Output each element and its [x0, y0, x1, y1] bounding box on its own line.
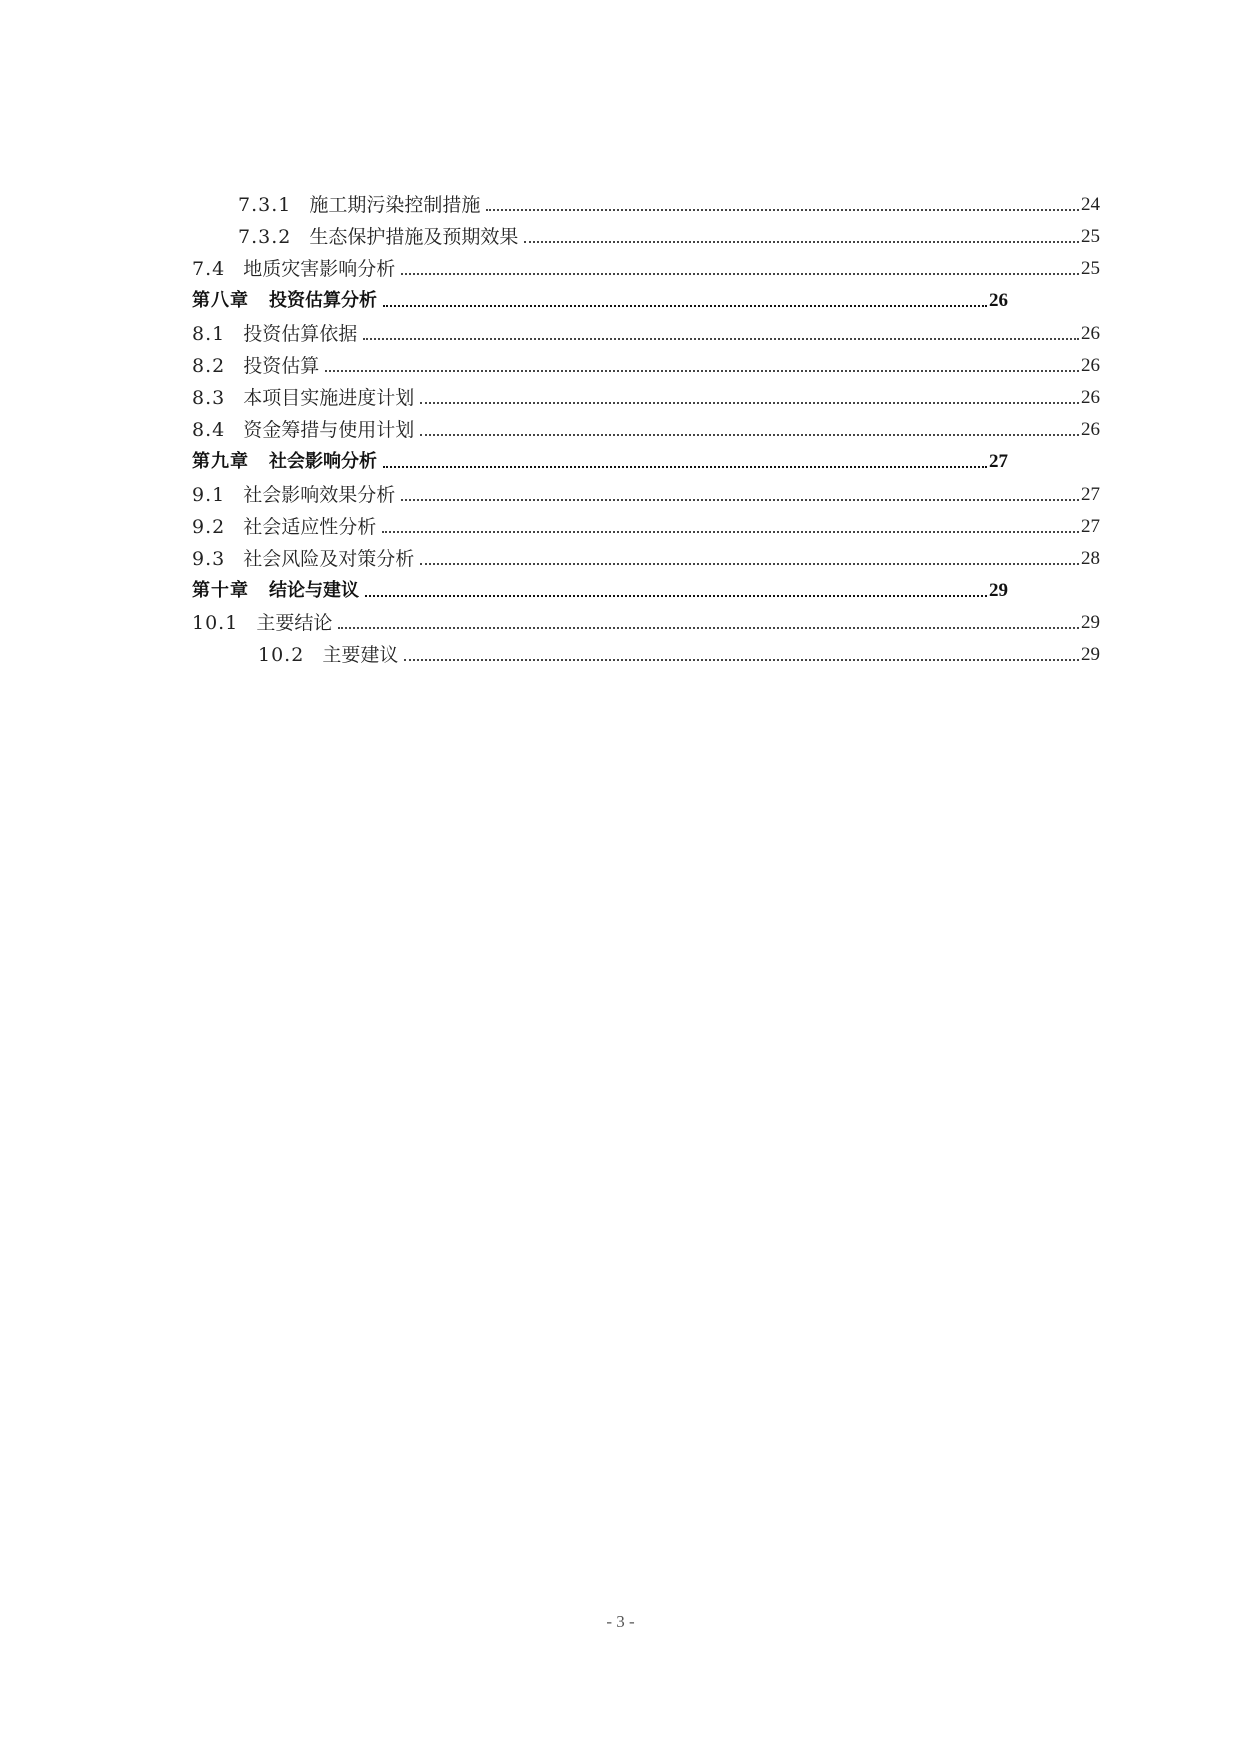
- toc-entry-title: 社会影响效果分析: [243, 484, 396, 506]
- toc-entry-page: 25: [1081, 258, 1100, 279]
- toc-entry-page: 26: [1081, 323, 1100, 344]
- dot-leader: [365, 595, 987, 597]
- dot-leader: [383, 466, 987, 468]
- toc-chapter-10[interactable]: [192, 573, 1008, 603]
- toc-entry-page: 27: [989, 451, 1008, 472]
- toc-entry-10-2[interactable]: [258, 637, 1100, 667]
- dot-leader: [404, 659, 1079, 661]
- toc-entry-page: 26: [1081, 387, 1100, 408]
- toc-entry-page: 28: [1081, 548, 1100, 569]
- toc-entry-number: 10.2: [258, 644, 305, 666]
- toc-entry-page: 29: [989, 580, 1008, 601]
- toc-entry-title: 主要结论: [256, 612, 333, 634]
- toc-entry-8-1[interactable]: [192, 316, 1100, 346]
- toc-entry-title: 施工期污染控制措施: [309, 194, 481, 216]
- toc-entry-7-3-1[interactable]: [238, 187, 1100, 217]
- toc-entry-page: 26: [989, 290, 1008, 311]
- toc-entry-number: 8.1: [192, 323, 226, 345]
- toc-entry-page: 26: [1081, 355, 1100, 376]
- toc-entry-number: 9.3: [192, 548, 226, 570]
- toc-entry-8-3[interactable]: [192, 380, 1100, 410]
- dot-leader: [383, 305, 987, 307]
- toc-entry-page: 29: [1081, 644, 1100, 665]
- toc-entry-8-4[interactable]: [192, 412, 1100, 442]
- toc-entry-page: 29: [1081, 612, 1100, 633]
- toc-chapter-8[interactable]: [192, 283, 1008, 313]
- dot-leader: [524, 241, 1079, 243]
- toc-chapter-title: 社会影响分析: [269, 451, 377, 472]
- toc-entry-title: 资金筹措与使用计划: [243, 419, 415, 441]
- toc-entry-number: 8.2: [192, 355, 226, 377]
- toc-entry-title: 生态保护措施及预期效果: [309, 226, 519, 248]
- dot-leader: [401, 499, 1079, 501]
- toc-chapter-title: 结论与建议: [269, 580, 359, 601]
- toc-chapter-number: 第十章: [192, 580, 249, 601]
- toc-entry-page: 27: [1081, 484, 1100, 505]
- toc-entry-number: 10.1: [192, 612, 239, 634]
- toc-entry-9-1[interactable]: [192, 477, 1100, 507]
- toc-entry-page: 25: [1081, 226, 1100, 247]
- toc-entry-9-2[interactable]: [192, 509, 1100, 539]
- dot-leader: [401, 273, 1079, 275]
- dot-leader: [382, 531, 1079, 533]
- toc-chapter-9[interactable]: [192, 444, 1008, 474]
- toc-entry-title: 地质灾害影响分析: [243, 258, 396, 280]
- dot-leader: [486, 209, 1079, 211]
- toc-entry-title: 社会适应性分析: [243, 516, 377, 538]
- toc-entry-title: 投资估算: [243, 355, 320, 377]
- toc-chapter-number: 第八章: [192, 290, 249, 311]
- toc-entry-title: 投资估算依据: [243, 323, 358, 345]
- toc-entry-number: 7.3.1: [238, 194, 292, 216]
- toc-entry-page: 26: [1081, 419, 1100, 440]
- toc-entry-number: 9.1: [192, 484, 226, 506]
- dot-leader: [363, 338, 1079, 340]
- toc-entry-9-3[interactable]: [192, 541, 1100, 571]
- toc-entry-title: 主要建议: [322, 644, 399, 666]
- toc-entry-7-4[interactable]: [192, 251, 1100, 281]
- dot-leader: [338, 627, 1079, 629]
- page-number-footer: - 3 -: [606, 1612, 635, 1631]
- toc-entry-page: 24: [1081, 194, 1100, 215]
- toc-chapter-title: 投资估算分析: [269, 290, 377, 311]
- dot-leader: [420, 402, 1079, 404]
- toc-entry-10-1[interactable]: [192, 605, 1100, 635]
- toc-entry-8-2[interactable]: [192, 348, 1100, 378]
- table-of-contents: [0, 0, 1241, 700]
- toc-entry-number: 7.4: [192, 258, 226, 280]
- toc-entry-number: 9.2: [192, 516, 226, 538]
- dot-leader: [420, 563, 1079, 565]
- dot-leader: [325, 370, 1079, 372]
- dot-leader: [420, 434, 1079, 436]
- toc-entry-7-3-2[interactable]: [238, 219, 1100, 249]
- toc-entry-number: 8.3: [192, 387, 226, 409]
- toc-chapter-number: 第九章: [192, 451, 249, 472]
- toc-entry-page: 27: [1081, 516, 1100, 537]
- toc-entry-number: 8.4: [192, 419, 226, 441]
- toc-entry-title: 社会风险及对策分析: [243, 548, 415, 570]
- toc-entry-title: 本项目实施进度计划: [243, 387, 415, 409]
- toc-entry-number: 7.3.2: [238, 226, 292, 248]
